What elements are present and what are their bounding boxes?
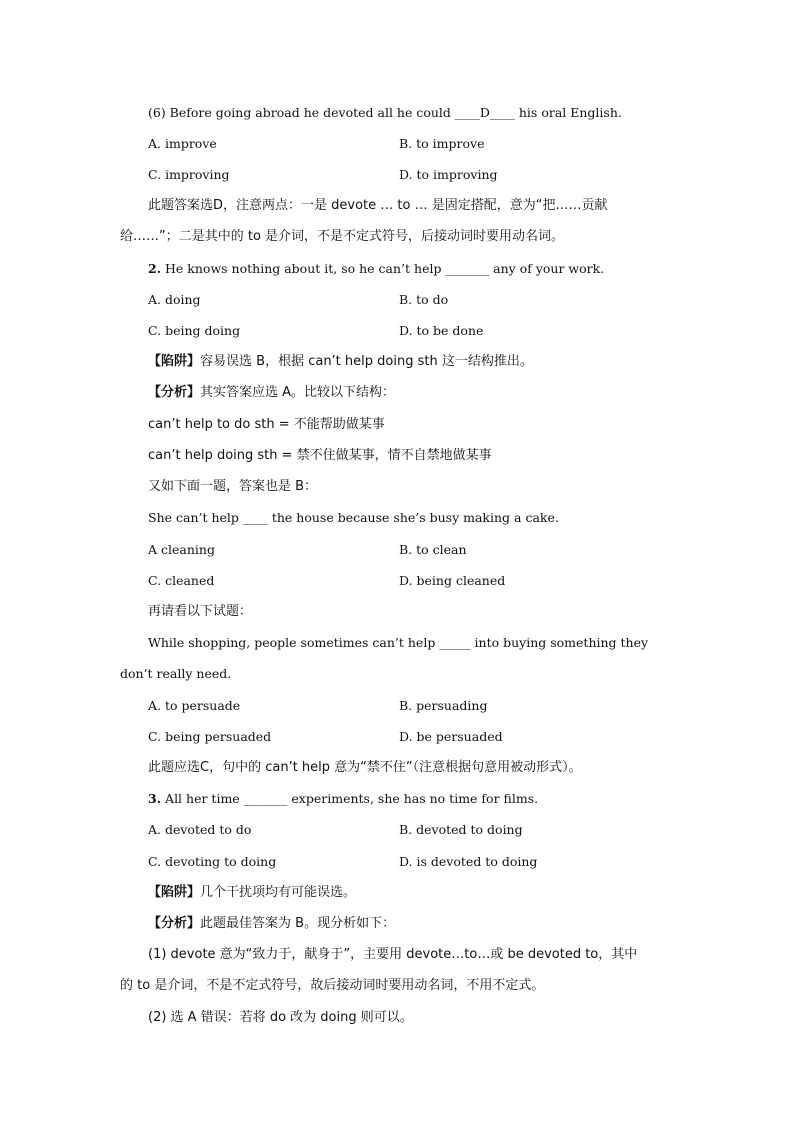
q6-option-d: D. to improving [399,167,498,182]
q3-point-1-line-2: 的 to 是介词，不是不定式符号，故后接动词时要用动名词，不用不定式。 [120,978,545,993]
example2-option-c: C. being persuaded [148,729,272,744]
q3-analysis [148,916,395,932]
q2-option-a: A. doing [148,292,201,307]
example1-option-d: D. being cleaned [399,573,506,588]
q2-analysis-text: 其实答案应选 A。比较以下结构： [200,385,396,400]
q2-stem [148,261,604,277]
q3-analysis-text: 此题最佳答案为 B。现分析如下： [200,916,396,931]
q6-option-a: A. improve [148,136,217,151]
example1-option-c: C. cleaned [148,573,215,588]
see-more-intro: 再请看以下试题： [148,604,253,619]
q3-stem [148,791,538,807]
example1-option-a: A cleaning [148,542,215,557]
q3-stem-text: All her time _______ experiments, she has no time for films. [161,791,539,806]
q3-option-a: A. devoted to do [148,822,252,837]
q3-trap-label: 【陷阱】 [148,885,201,900]
q2-option-c: C. being doing [148,323,241,338]
example2-option-d: D. be persuaded [399,729,503,744]
q6-stem: (6) Before going abroad he devoted all he could ____D____ his oral English. [148,105,622,120]
example1-option-b: B. to clean [399,542,467,557]
q6-option-c: C. improving [148,167,230,182]
example2-explanation: 此题应选C，句中的 can’t help 意为“禁不住”（注意根据句意用被动形式）。 [148,760,582,775]
q3-option-b: B. devoted to doing [399,822,523,837]
q2-option-b: B. to do [399,292,449,307]
q2-trap [148,354,533,370]
q2-structure-2: can’t help doing sth = 禁不住做某事，情不自禁地做某事 [148,448,492,463]
q3-trap [148,885,356,901]
q2-trap-label: 【陷阱】 [148,354,201,369]
example2-stem-line-1: While shopping, people sometimes can’t help _____ into buying something they [148,635,649,650]
q3-point-2: (2) 选 A 错误：若将 do 改为 doing 则可以。 [148,1010,413,1025]
q6-option-b: B. to improve [399,136,485,151]
q3-analysis-label: 【分析】 [148,916,201,931]
example2-option-b: B. persuading [399,698,488,713]
q2-option-d: D. to be done [399,323,484,338]
q2-stem-text: He knows nothing about it, so he can’t help _______ any of your work. [161,261,605,276]
q3-point-1-line-1: (1) devote 意为“致力于，献身于”，主要用 devote…to…或 be devoted to，其中 [148,947,638,962]
example2-option-a: A. to persuade [148,698,241,713]
q2-structure-1: can’t help to do sth = 不能帮助做某事 [148,417,385,432]
q3-option-d: D. is devoted to doing [399,854,538,869]
q6-explanation-line-2: 给……”；二是其中的 to 是介词，不是不定式符号，后接动词时要用动名词。 [120,229,565,244]
q2-trap-text: 容易误选 B，根据 can’t help doing sth 这一结构推出。 [200,354,533,369]
example1-stem: She can’t help ____ the house because she’s busy making a cake. [148,510,559,525]
q2-analysis-label: 【分析】 [148,385,201,400]
q2-analysis [148,385,395,401]
q3-number: 3. [148,791,162,806]
q2-number: 2. [148,261,162,276]
q6-explanation-line-1: 此题答案选D，注意两点：一是 devote … to … 是固定搭配，意为“把……贡献 [148,198,608,213]
q3-option-c: C. devoting to doing [148,854,277,869]
q2-another-example-intro: 又如下面一题，答案也是 B： [148,479,318,494]
q3-trap-text: 几个干扰项均有可能误选。 [200,885,357,900]
example2-stem-line-2: don’t really need. [120,666,232,681]
